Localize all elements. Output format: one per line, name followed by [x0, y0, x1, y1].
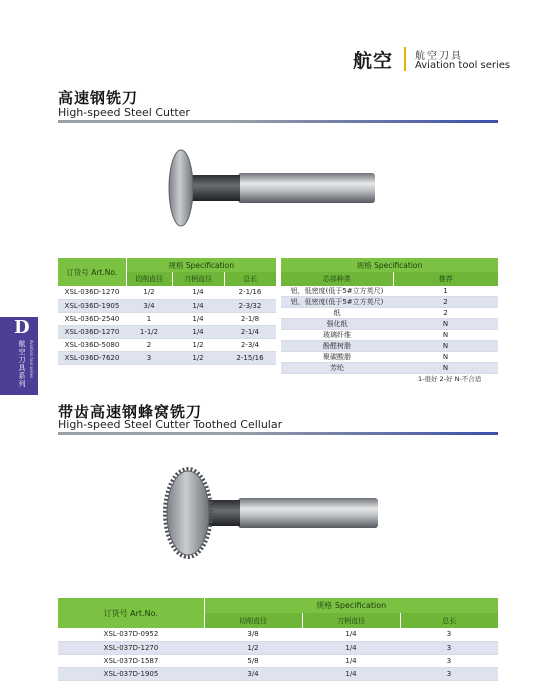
cell-cut-diameter: 3/8	[204, 628, 302, 641]
cell-art-no: XSL-037D-0952	[58, 628, 204, 641]
section1-rule	[58, 120, 498, 123]
table-row	[58, 654, 498, 667]
table-row	[281, 308, 498, 319]
table-row	[58, 312, 276, 325]
col-header-total-length: 总长	[224, 272, 276, 286]
table-row	[281, 341, 498, 352]
cell-core-type: 纸	[281, 308, 393, 319]
section1-right-table	[281, 258, 498, 374]
table-row	[281, 319, 498, 330]
table-row	[58, 628, 498, 641]
cell-shank-diameter: 1/4	[172, 325, 224, 338]
cell-recommend: 2	[393, 297, 498, 308]
col-header-shank-diameter: 刀柄直径	[302, 613, 400, 628]
cell-total-length: 3	[400, 667, 498, 680]
cell-recommend: N	[393, 330, 498, 341]
cell-cut-diameter: 1	[126, 312, 172, 325]
cell-total-length: 2-3/32	[224, 299, 276, 312]
cell-shank-diameter: 1/4	[302, 641, 400, 654]
rating-legend: 1-很好 2-好 N-不合适	[418, 375, 482, 383]
order-no-header: 订货号 Art.No.	[58, 598, 204, 628]
header-title-en: Aviation tool series	[415, 60, 511, 71]
side-tab-label-zh: 航空刀具系列	[18, 340, 26, 388]
cell-core-type: 强化纸	[281, 319, 393, 330]
cell-recommend: N	[393, 319, 498, 330]
header-title-zh: 航空刀具	[415, 51, 463, 62]
side-tab-letter: D	[14, 317, 30, 338]
table-row	[281, 352, 498, 363]
cell-cut-diameter: 3	[126, 351, 172, 364]
cell-art-no: XSL-036D-1905	[58, 299, 126, 312]
cell-total-length: 2-1/16	[224, 286, 276, 299]
table-row	[58, 667, 498, 680]
cell-core-type: 玻璃纤维	[281, 330, 393, 341]
cell-shank-diameter: 1/4	[302, 628, 400, 641]
table-row	[58, 286, 276, 299]
cell-total-length: 2-1/4	[224, 325, 276, 338]
cell-cut-diameter: 2	[126, 338, 172, 351]
section1-title-zh: 高速钢铣刀	[58, 89, 139, 107]
cell-shank-diameter: 1/2	[172, 351, 224, 364]
spec-header: 规格 Specification	[126, 258, 276, 272]
high-speed-steel-cutter-image	[169, 150, 375, 226]
header-divider	[404, 47, 406, 71]
cell-art-no: XSL-037D-1587	[58, 654, 204, 667]
cell-core-type: 酚醛树脂	[281, 341, 393, 352]
cell-shank-diameter: 1/4	[302, 667, 400, 680]
cell-shank-diameter: 1/2	[172, 338, 224, 351]
cell-recommend: 1	[393, 286, 498, 297]
cell-art-no: XSL-037D-1905	[58, 667, 204, 680]
table-row	[58, 351, 276, 364]
cell-art-no: XSL-036D-5080	[58, 338, 126, 351]
cell-recommend: N	[393, 341, 498, 352]
cell-art-no: XSL-036D-2540	[58, 312, 126, 325]
cell-core-type: 铝，低密度(低于5#立方英尺)	[281, 286, 393, 297]
cell-shank-diameter: 1/4	[172, 286, 224, 299]
cell-shank-diameter: 1/4	[302, 654, 400, 667]
section1-title-en: High-speed Steel Cutter	[58, 106, 190, 119]
cell-shank-diameter: 1/4	[172, 299, 224, 312]
toothed-cellular-cutter-image	[165, 469, 378, 557]
cell-art-no: XSL-036D-7620	[58, 351, 126, 364]
cell-recommend: N	[393, 363, 498, 374]
section2-rule	[58, 432, 498, 435]
brand-logo: 航空	[353, 50, 394, 72]
cell-cut-diameter: 5/8	[204, 654, 302, 667]
table-row	[281, 330, 498, 341]
section2-table	[58, 598, 498, 681]
side-tab-label-en: Aviation tool series	[29, 340, 34, 379]
cell-core-type: 芳纶	[281, 363, 393, 374]
table-row	[58, 338, 276, 351]
cell-cut-diameter: 3/4	[126, 299, 172, 312]
cell-total-length: 3	[400, 654, 498, 667]
cell-art-no: XSL-036D-1270	[58, 325, 126, 338]
section2-title-en: High-speed Steel Cutter Toothed Cellular	[58, 418, 283, 431]
cell-cut-diameter: 1/2	[204, 641, 302, 654]
spec-header: 规格 Specification	[204, 598, 498, 613]
col-header-shank-diameter: 刀柄直径	[172, 272, 224, 286]
col-header-cut-diameter: 切削直径	[204, 613, 302, 628]
cell-cut-diameter: 3/4	[204, 667, 302, 680]
spec-header: 规格 Specification	[281, 258, 498, 272]
cell-total-length: 2-15/16	[224, 351, 276, 364]
table-row	[58, 325, 276, 338]
cell-total-length: 3	[400, 641, 498, 654]
cell-cut-diameter: 1-1/2	[126, 325, 172, 338]
cell-art-no: XSL-037D-1270	[58, 641, 204, 654]
section1-left-table	[58, 258, 276, 365]
table-row	[281, 297, 498, 308]
cell-total-length: 2-1/8	[224, 312, 276, 325]
order-no-header: 订货号 Art.No.	[58, 258, 126, 286]
cell-total-length: 2-3/4	[224, 338, 276, 351]
table-row	[281, 286, 498, 297]
cell-art-no: XSL-036D-1270	[58, 286, 126, 299]
cell-recommend: N	[393, 352, 498, 363]
cell-core-type: 聚碳酸脂	[281, 352, 393, 363]
table-row	[58, 641, 498, 654]
section2-title-zh: 带齿高速钢蜂窝铣刀	[58, 403, 203, 421]
cell-shank-diameter: 1/4	[172, 312, 224, 325]
cell-cut-diameter: 1/2	[126, 286, 172, 299]
cell-core-type: 铝，低密度(低于5#立方英尺)	[281, 297, 393, 308]
col-header-total-length: 总长	[400, 613, 498, 628]
col-header-core-type: 芯部种类	[281, 272, 393, 286]
table-row	[281, 363, 498, 374]
table-row	[58, 299, 276, 312]
col-header-cut-diameter: 切削直径	[126, 272, 172, 286]
cell-recommend: 2	[393, 308, 498, 319]
cell-total-length: 3	[400, 628, 498, 641]
col-header-recommend: 推荐	[393, 272, 498, 286]
